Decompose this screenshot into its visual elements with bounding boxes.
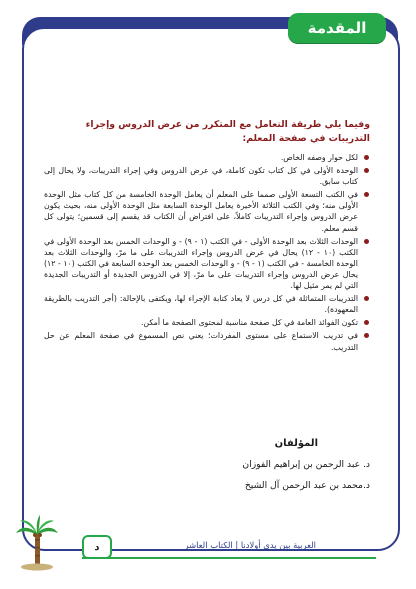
list-item	[44, 317, 370, 328]
bullet-icon	[364, 333, 369, 338]
list-item	[44, 189, 370, 233]
authors-block	[170, 438, 370, 501]
bullet-icon	[364, 320, 369, 325]
bullet-icon	[364, 296, 369, 301]
page-number: د	[82, 535, 112, 559]
author-name: د.محمد بن عبد الرحمن آل الشيخ	[244, 480, 370, 491]
page-title: المقدمة	[288, 13, 386, 43]
list-item	[44, 165, 370, 187]
list-item	[44, 293, 370, 315]
bullet-list	[44, 152, 370, 353]
list-item	[44, 236, 370, 291]
authors-heading: المؤلفان	[274, 438, 318, 449]
palm-tree-icon	[14, 515, 60, 571]
footer-book-title: العربية بين يدي أولادنا | الكتاب العاشر	[184, 540, 316, 550]
list-item-text: في الكتب التسعة الأولى صمما على المعلم أن يعامل الوحدة الخامسة من كل كتاب مثل الوحدة الأولى منه؛ وفي الكتب الثلاثة الأخيرة يعامل الوحدة السابعة مثل الوحدة الأولى منه، بحيث يكون عرض الدروس وإجراء التدريبات كاملاً، على افتراض أن الكتاب قد يقسم إلى قسمين؛ يتولى كل قسم معلم.	[44, 190, 358, 233]
list-item-text: الوحدة الأولى في كل كتاب تكون كاملة، في عرض الدروس وفي إجراء التدريبات، ولا يحال إلى كتاب سابق.	[44, 166, 358, 187]
bullet-icon	[364, 155, 369, 160]
bullet-icon	[364, 192, 369, 197]
list-item-text: الوحدات الثلاث بعد الوحدة الأولى - في الكتب (١ - ٩) - و الوحدات الخمس بعد الوحدة الأولى في الكتب (١٠ - ١٢) يحال في عرض الدروس وإجراء التدريبات على ما مرّ، والوحدات الثلاث بعد الوحدة الخامسة - في الكتب (١ - ٩) - و الوحدات الخمس بعد الوحدة السابعة في الكتب (١٠ - ١٢) يحال عرض الدروس وإجراء التدريبات على ما مرّ، إلا في الدروس الجديدة أو التدريبات الجديدة التي لم يمر مثيل لها.	[44, 236, 359, 291]
list-item-text: تكون الفوائد العامة في كل صفحة مناسبة لمحتوى الصفحة ما أمكن.	[140, 318, 358, 328]
list-item-text: في تدريب الاستماع على مستوى المفردات؛ يعني نص المسموع في صفحة المعلم عن حل التدريب.	[44, 331, 358, 352]
intro-heading: وفيما يلي طريقة التعامل مع المتكرر من عرض الدروس وإجراء التدريبات في صفحة المعلم:	[85, 119, 370, 144]
list-item	[44, 330, 370, 352]
bullet-icon	[364, 168, 369, 173]
footer-divider	[82, 557, 376, 559]
list-item-text: لكل حوار وصفه الخاص.	[280, 153, 358, 162]
main-content	[44, 118, 370, 355]
list-item-text: التدريبات المتماثلة في كل درس لا يعاد كتابة الإجراء لها، ويكتفى بالإحالة: (أجر التدريب بالطريقة المعهودة).	[44, 294, 358, 315]
page-footer	[22, 535, 396, 565]
bullet-icon	[364, 239, 369, 244]
author-name: د. عبد الرحمن بن إبراهيم الفوزان	[242, 459, 370, 470]
list-item	[44, 152, 370, 163]
